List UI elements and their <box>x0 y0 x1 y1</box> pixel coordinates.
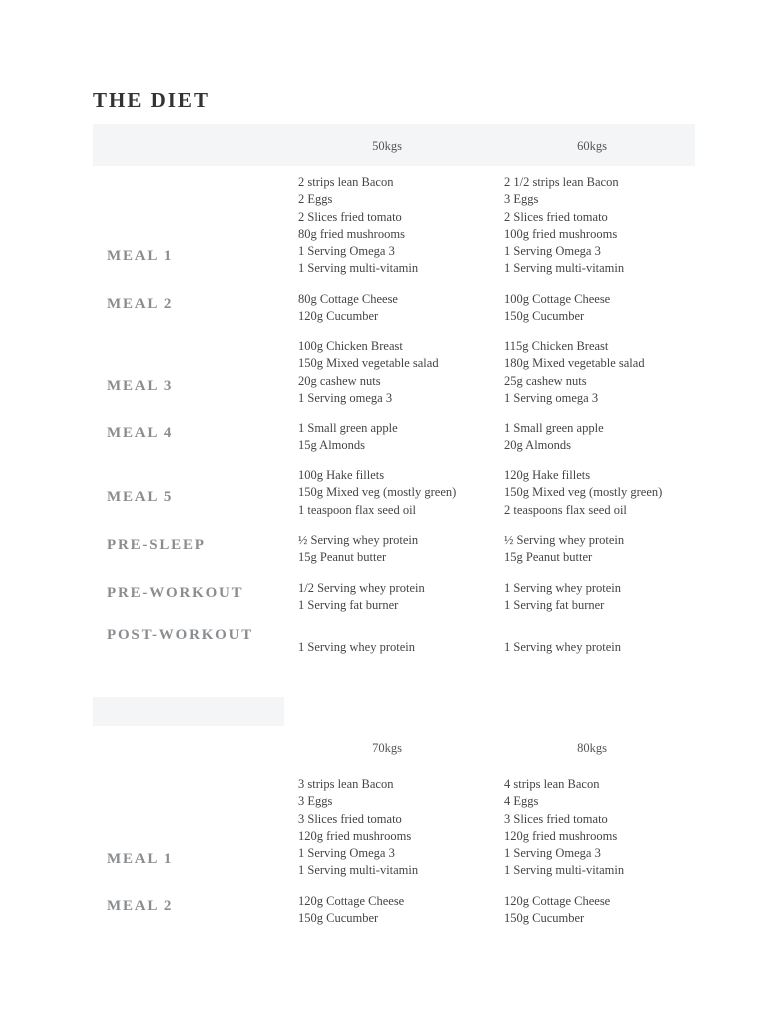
food-item: 1 Serving omega 3 <box>504 390 599 405</box>
row-label-meal-2: MEAL 2 <box>107 296 174 312</box>
food-item: 1/2 Serving whey protein <box>298 581 425 595</box>
row-label-pre-workout: PRE-WORKOUT <box>107 585 244 601</box>
food-item: ½ Serving whey protein <box>504 533 625 547</box>
food-item: 100g Hake fillets <box>298 468 385 482</box>
column-header-70kgs: 70kgs <box>372 741 402 755</box>
food-item: 1 Serving Omega 3 <box>298 244 395 259</box>
food-item: 1 Serving multi-vitamin <box>504 863 625 878</box>
food-item: 1 Serving whey protein <box>504 640 621 654</box>
food-item: ½ Serving whey protein <box>298 533 419 547</box>
table-cell <box>298 291 398 326</box>
column-header-60kgs: 60kgs <box>577 139 607 153</box>
food-item: 120g fried mushrooms <box>298 828 412 843</box>
food-item: 20g Almonds <box>504 438 572 453</box>
row-label-meal-3: MEAL 3 <box>107 378 174 394</box>
food-item: 1 Serving fat burner <box>504 598 605 613</box>
food-item: 80g fried mushrooms <box>298 226 405 241</box>
food-item: 1 Serving Omega 3 <box>504 244 601 259</box>
food-item: 120g Cottage Cheese <box>298 894 405 908</box>
food-item: 1 Serving whey protein <box>504 581 621 595</box>
table-cell <box>504 174 624 278</box>
document-title: THE DIET <box>93 88 210 112</box>
table-cell <box>298 174 418 278</box>
food-item: 1 Serving fat burner <box>298 598 399 613</box>
food-item: 100g Chicken Breast <box>298 339 403 353</box>
food-item: 120g Hake fillets <box>504 468 591 482</box>
food-item: 2 Eggs <box>298 192 333 207</box>
food-item: 80g Cottage Cheese <box>298 292 398 306</box>
food-item: 15g Almonds <box>298 438 366 453</box>
food-item: 3 Eggs <box>504 192 539 207</box>
food-item: 2 Slices fried tomato <box>504 209 608 224</box>
food-item: 20g cashew nuts <box>298 373 381 388</box>
food-item: 120g Cucumber <box>298 309 379 324</box>
row-label-meal-5: MEAL 5 <box>107 489 174 505</box>
row-label-post-workout: POST-WORKOUT <box>107 627 254 643</box>
row-label-meal-1: MEAL 1 <box>107 851 174 867</box>
section-divider-band <box>93 697 284 726</box>
row-label-pre-sleep: PRE-SLEEP <box>107 537 206 553</box>
food-item: 1 Serving Omega 3 <box>504 846 601 861</box>
food-item: 150g Cucumber <box>504 911 585 926</box>
table-cell <box>504 467 662 519</box>
table-cell <box>298 338 439 407</box>
food-item: 4 strips lean Bacon <box>504 777 600 791</box>
food-item: 2 strips lean Bacon <box>298 175 394 189</box>
food-item: 1 Serving multi-vitamin <box>504 261 625 276</box>
food-item: 1 Serving multi-vitamin <box>298 863 419 878</box>
food-item: 1 Small green apple <box>298 421 398 435</box>
food-item: 115g Chicken Breast <box>504 339 609 353</box>
table-cell <box>504 291 610 326</box>
table-cell <box>504 532 624 567</box>
food-item: 180g Mixed vegetable salad <box>504 356 645 371</box>
table-cell <box>504 639 621 656</box>
table-cell <box>504 338 645 407</box>
food-item: 150g Mixed veg (mostly green) <box>504 485 663 500</box>
table-cell <box>504 420 604 455</box>
row-label-meal-2: MEAL 2 <box>107 898 174 914</box>
row-label-meal-1: MEAL 1 <box>107 248 174 264</box>
food-item: 150g Cucumber <box>504 309 585 324</box>
food-item: 150g Mixed veg (mostly green) <box>298 485 457 500</box>
food-item: 150g Cucumber <box>298 911 379 926</box>
food-item: 3 Eggs <box>298 794 333 809</box>
column-header-80kgs: 80kgs <box>577 741 607 755</box>
column-header-50kgs: 50kgs <box>372 139 402 153</box>
food-item: 4 Eggs <box>504 794 539 809</box>
table-cell <box>504 893 610 928</box>
table-cell <box>298 893 404 928</box>
food-item: 15g Peanut butter <box>298 550 387 565</box>
food-item: 25g cashew nuts <box>504 373 587 388</box>
food-item: 1 Small green apple <box>504 421 604 435</box>
food-item: 2 1/2 strips lean Bacon <box>504 175 619 189</box>
food-item: 3 Slices fried tomato <box>504 811 608 826</box>
food-item: 1 Serving whey protein <box>298 640 415 654</box>
food-item: 1 teaspoon flax seed oil <box>298 502 417 517</box>
food-item: 2 Slices fried tomato <box>298 209 402 224</box>
food-item: 150g Mixed vegetable salad <box>298 356 439 371</box>
food-item: 2 teaspoons flax seed oil <box>504 502 627 517</box>
food-item: 100g Cottage Cheese <box>504 292 611 306</box>
food-item: 120g fried mushrooms <box>504 828 618 843</box>
food-item: 3 strips lean Bacon <box>298 777 394 791</box>
table-cell <box>504 776 624 880</box>
table-cell <box>298 580 425 615</box>
table-cell <box>298 639 415 656</box>
table-cell <box>298 532 418 567</box>
food-item: 1 Serving Omega 3 <box>298 846 395 861</box>
food-item: 100g fried mushrooms <box>504 226 618 241</box>
row-label-meal-4: MEAL 4 <box>107 425 174 441</box>
food-item: 15g Peanut butter <box>504 550 593 565</box>
table-cell <box>504 580 621 615</box>
food-item: 1 Serving omega 3 <box>298 390 393 405</box>
food-item: 120g Cottage Cheese <box>504 894 611 908</box>
table-cell <box>298 467 456 519</box>
food-item: 3 Slices fried tomato <box>298 811 402 826</box>
table-cell <box>298 776 418 880</box>
table-cell <box>298 420 398 455</box>
food-item: 1 Serving multi-vitamin <box>298 261 419 276</box>
